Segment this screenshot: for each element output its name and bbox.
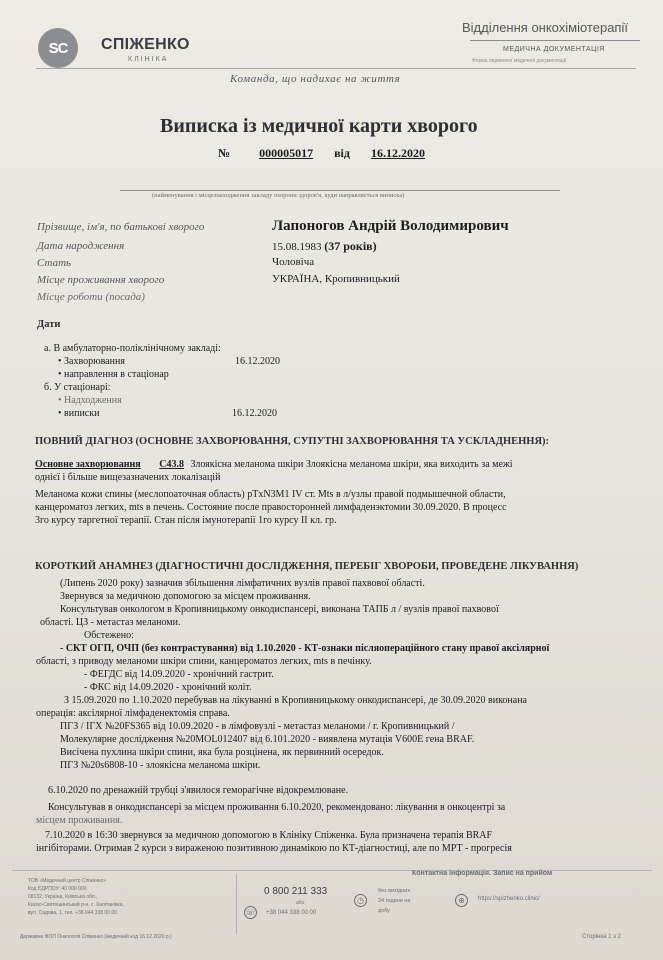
contact-phone: 0 800 211 333 — [264, 886, 328, 897]
main-disease-label: Основне захворювання — [35, 459, 141, 470]
clock-icon: ◷ — [354, 894, 367, 907]
inpatient-item: • Надходження — [58, 395, 122, 406]
clinic-logo-icon: SC — [38, 28, 78, 68]
anamnesis-line: операція: аксілярної лімфаденектомія справа. — [36, 708, 230, 719]
anamnesis-line: області, з приводу меланоми шкіри спини, канцероматоз легких, mts в печінку. — [36, 656, 372, 667]
document-title: Виписка із медичної карти хворого — [160, 115, 478, 137]
phone-icon: ☏ — [245, 908, 256, 917]
anamnesis-line: ПГЗ №20s6808-10 - злоякісна меланома шкіри. — [60, 760, 261, 771]
slogan-divider — [36, 68, 636, 69]
patient-name-label: Прізвище, ім'я, по батькові хворого — [37, 221, 205, 233]
anamnesis-line: Консультував в онкодиспансері за місцем проживання 6.10.2020, рекомендовано: лікування в онкоцентрі за — [48, 802, 506, 813]
anamnesis-line: - СКТ ОГП, ОЧП (без контрастування) від 1.10.2020 - КТ-ознаки післяопераційного стану правої аксілярної — [60, 643, 550, 654]
anamnesis-line: Молекулярне дослідження №20MOL012407 від 6.101.2020 - виявлена мутація V600E гена BRAF. — [60, 734, 475, 745]
contact-site-link[interactable]: https://spizhenko.clinic/ — [478, 896, 540, 902]
contact-phone-or: або — [296, 900, 305, 906]
footer-divider — [12, 870, 652, 871]
outpatient-label: а. В амбулаторно-поліклінічному закладі: — [44, 343, 221, 354]
document-date: 16.12.2020 — [370, 146, 425, 160]
footer-separator — [236, 874, 237, 934]
sex-label: Стать — [37, 257, 72, 269]
anamnesis-line: області. ЦЗ - метастаз меланоми. — [40, 617, 181, 628]
anamnesis-line: З 15.09.2020 по 1.10.2020 перебував на лікуванні в Кропивницькому онкодиспансері, де 30.09.2020 виконана — [64, 695, 527, 706]
contact-hours: 24 години на — [378, 898, 411, 904]
outpatient-item: • направлення в стаціонар — [58, 369, 169, 380]
contact-title: Контактна інформація. Запис на прийом — [412, 870, 553, 877]
anamnesis-line: місцем проживання. — [36, 815, 123, 826]
footer-org-line: ТОВ «Медичний центр Спіженко» — [28, 878, 107, 884]
dates-heading: Дати — [37, 319, 61, 330]
work-label: Місце роботи (посада) — [37, 291, 145, 303]
footer-org-line: вул. Садова, 1, тел. +38 044 338 00 00 — [28, 910, 117, 916]
inpatient-label: б. У стаціонарі: — [44, 382, 111, 393]
number-prefix: № — [218, 146, 231, 160]
diagnosis-line: Меланома кожи спины (меслопоаточная область) pTxN3M1 IV ст. Mts в л/узлы правой подмышечной области, — [35, 489, 506, 500]
contact-hours: добу — [378, 908, 391, 914]
document-number-line — [218, 146, 425, 161]
sex-value: Чоловіча — [272, 256, 315, 268]
outpatient-item: • Захворювання — [58, 356, 125, 367]
anamnesis-line: Консультував онкологом в Кропивницькому онкодиспансері, виконана ТАПБ л / вузлів правої пахвової — [60, 604, 499, 615]
anamnesis-line: Обстежено: — [84, 630, 134, 641]
residence-value: УКРАЇНА, Кропивницький — [272, 273, 400, 285]
page-footer — [0, 866, 663, 960]
diagnosis-line: однієї і більше вищезазначених локалізацій — [35, 472, 221, 483]
institution-caption: (найменування і місцезнаходження закладу охорони здоров'я, куди направляється виписка) — [152, 192, 405, 199]
clinic-brand: СПІЖЕНКО — [101, 36, 190, 53]
anamnesis-line: - ФКС від 14.09.2020 - хронічний коліт. — [84, 682, 252, 693]
footer-org-line: Код ЄДРПОУ: 40 000 000 — [28, 886, 87, 892]
document-form-note: Форма первинної медичної документації — [472, 58, 567, 64]
anamnesis-line: Звернувся за медичною допомогою за місцем проживання. — [60, 591, 311, 602]
contact-hours: без вихідних — [378, 888, 411, 894]
patient-name: Лапоногов Андрій Володимирович — [272, 218, 509, 234]
header-divider — [470, 40, 640, 41]
date-prefix: від — [334, 146, 350, 160]
diagnosis-line: 3го курсу таргетної терапії. Стан після імунотерапії 1го курсу II кл. гр. — [35, 515, 337, 526]
footer-bottom-note: Державна ФОП Онкологія Спіженко (медичний код 16.12.2020 р.) — [20, 934, 172, 940]
patient-age: (37 років) — [324, 239, 377, 253]
clinic-brand-sub: КЛІНІКА — [128, 56, 169, 63]
main-disease-line — [35, 459, 513, 470]
anamnesis-heading: КОРОТКИЙ АНАМНЕЗ (ДІАГНОСТИЧНІ ДОСЛІДЖЕННЯ, ПЕРЕБІГ ХВОРОБИ, ПРОВЕДЕНЕ ЛІКУВАННЯ) — [35, 561, 579, 572]
globe-icon: ⊕ — [455, 894, 468, 907]
dob-date: 15.08.1983 — [272, 241, 322, 253]
anamnesis-line: - ФЕГДС від 14.09.2020 - хронічний гастрит. — [84, 669, 274, 680]
anamnesis-line: 6.10.2020 по дренажній трубці з'явилося геморагічне відокремлюване. — [48, 785, 349, 796]
inpatient-item: • виписки — [58, 408, 100, 419]
diagnosis-line: канцероматоз легких, mts в печень. Состояние после правосторонней лимфаденэктомии 30.09.2020. В процесс — [35, 502, 507, 513]
diagnosis-line: Злоякісна меланома шкіри Злоякісна меланома шкіри, яка виходить за межі — [190, 459, 513, 470]
institution-line — [120, 190, 560, 191]
dob-value — [272, 239, 377, 254]
inpatient-item-value: 16.12.2020 — [232, 408, 277, 419]
department-name: Відділення онкохіміотерапії — [462, 20, 628, 35]
anamnesis-line: Висічена пухлина шкіри спини, яка була розцінена, як первинний осередок. — [60, 747, 384, 758]
footer-org-line: Києво-Святошинський р-н, с. Капітанівка, — [28, 902, 124, 908]
anamnesis-line: ПГЗ / ІГХ №20FS365 від 10.09.2020 - в лімфовузлі - метастаз меланоми / г. Кропивницький / — [60, 721, 455, 732]
dob-label: Дата народження — [37, 240, 125, 252]
anamnesis-line: 7.10.2020 в 16:30 звернувся за медичною допомогою в Клініку Спіженка. Була призначена терапія BRAF — [45, 830, 493, 841]
icd-code: C43.8 — [159, 459, 184, 470]
residence-label: Місце проживання хворого — [37, 274, 165, 286]
anamnesis-line: інгібіторами. Отримав 2 курси з вираженою позитивною динамікою по КТ-діагностиці, але по МРТ - прогресія — [36, 843, 512, 854]
clinic-slogan: Команда, що надихає на життя — [230, 73, 401, 85]
document-number: 000005017 — [259, 146, 314, 160]
document-type: МЕДИЧНА ДОКУМЕНТАЦІЯ — [503, 46, 605, 53]
anamnesis-line: (Липень 2020 року) зазначив збільшення лімфатичних вузлів правої пахвової області. — [60, 578, 425, 589]
outpatient-item-value: 16.12.2020 — [235, 356, 280, 367]
diagnosis-heading: ПОВНИЙ ДІАГНОЗ (ОСНОВНЕ ЗАХВОРЮВАННЯ, СУПУТНІ ЗАХВОРЮВАННЯ ТА УСКЛАДНЕННЯ): — [35, 436, 550, 447]
page-number: Сторінка 1 з 2 — [582, 934, 621, 940]
footer-org-line: 08132, Україна, Київська обл., — [28, 894, 98, 900]
contact-phone2: +38 044 338 00 00 — [266, 910, 317, 916]
